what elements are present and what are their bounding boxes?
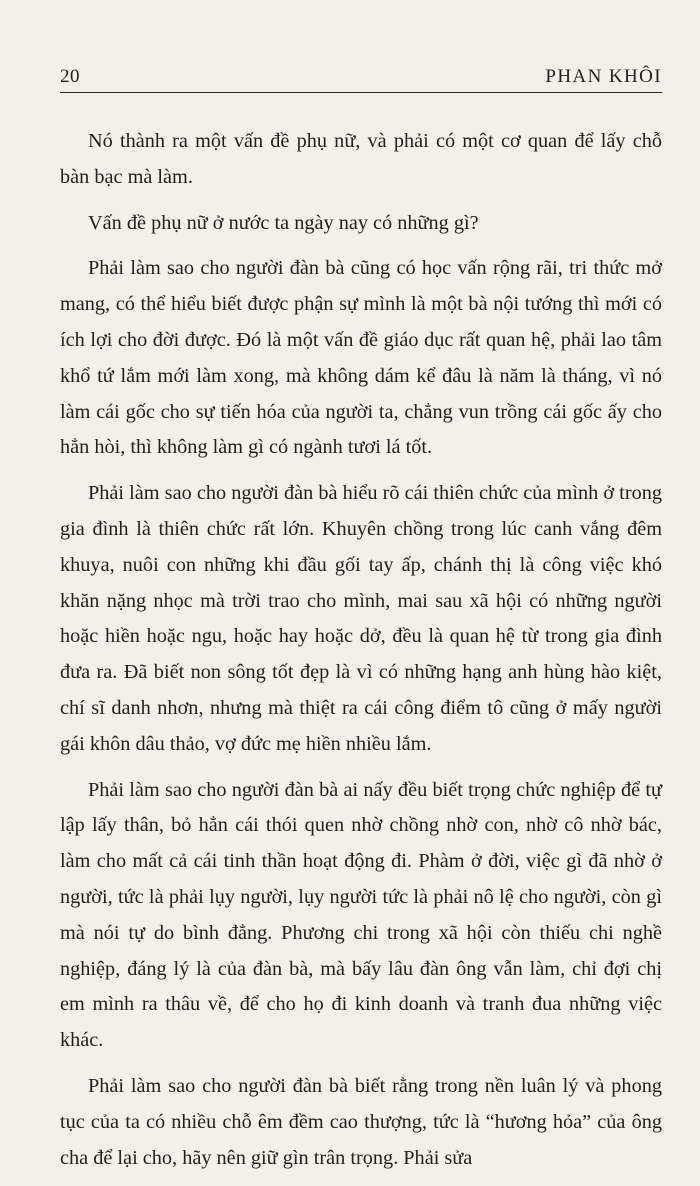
running-head-author: PHAN KHÔI — [545, 66, 662, 87]
paragraph: Nó thành ra một vấn đề phụ nữ, và phải có một cơ quan để lấy chỗ bàn bạc mà làm. — [60, 130, 662, 188]
paragraph: Phải làm sao cho người đàn bà cũng có học vấn rộng rãi, tri thức mở mang, có thể hiểu biết được phận sự mình là một bà nội tướng thì mới có ích lợi cho đời được. Đó là một vấn đề giáo dục rất quan hệ, phải lao tâm khổ tứ lắm mới làm xong, mà không dám kể đâu là năm là tháng, vì nó làm cái gốc cho sự tiến hóa của người ta, chẳng vun trồng cái gốc ấy cho hẳn hòi, thì không làm gì có ngành tươi lá tốt. — [60, 257, 662, 459]
paragraph: Vấn đề phụ nữ ở nước ta ngày nay có những gì? — [88, 211, 479, 234]
page-number: 20 — [60, 66, 80, 87]
paragraph: Phải làm sao cho người đàn bà ai nấy đều biết trọng chức nghiệp để tự lập lấy thân, bỏ hẳn cái thói quen nhờ chồng nhờ con, nhờ cô nhờ bác, làm cho mất cả cái tinh thần hoạt động đi. Phàm ở đời, việc gì đã nhờ ở người, tức là phải lụy người, lụy người tức là phải nô lệ cho người, còn gì mà nói tự do bình đẳng. Phương chi trong xã hội còn thiếu chi nghề nghiệp, đáng lý là của đàn bà, mà bấy lâu đàn ông vẫn làm, chỉ đợi chị em mình ra thâu về, để cho họ đi kinh doanh và tranh đua những việc khác. — [60, 778, 662, 1052]
paragraph: Phải làm sao cho người đàn bà hiểu rõ cái thiên chức của mình ở trong gia đình là thiên chức rất lớn. Khuyên chồng trong lúc canh vắng đêm khuya, nuôi con những khi đầu gối tay ấp, chánh thị là công việc khó khăn nặng nhọc mà trời trao cho mình, mai sau xã hội có những người hoặc hiền hoặc ngu, hoặc hay hoặc dở, đều là quan hệ từ trong gia đình đưa ra. Đã biết non sông tốt đẹp là vì có những hạng anh hùng hào kiệt, chí sĩ danh nhơn, nhưng mà thiệt ra cái công điểm tô cũng ở mấy người gái khôn dâu thảo, vợ đức mẹ hiền nhiều lắm. — [60, 482, 662, 755]
body-text — [60, 124, 662, 1186]
paragraph: Phải làm sao cho người đàn bà biết rằng trong nền luân lý và phong tục của ta có nhiều chỗ êm đềm cao thượng, tức là “hương hỏa” của ông cha để lại cho, hãy nên giữ gìn trân trọng. Phải sửa — [60, 1074, 662, 1169]
page-header — [60, 62, 662, 93]
